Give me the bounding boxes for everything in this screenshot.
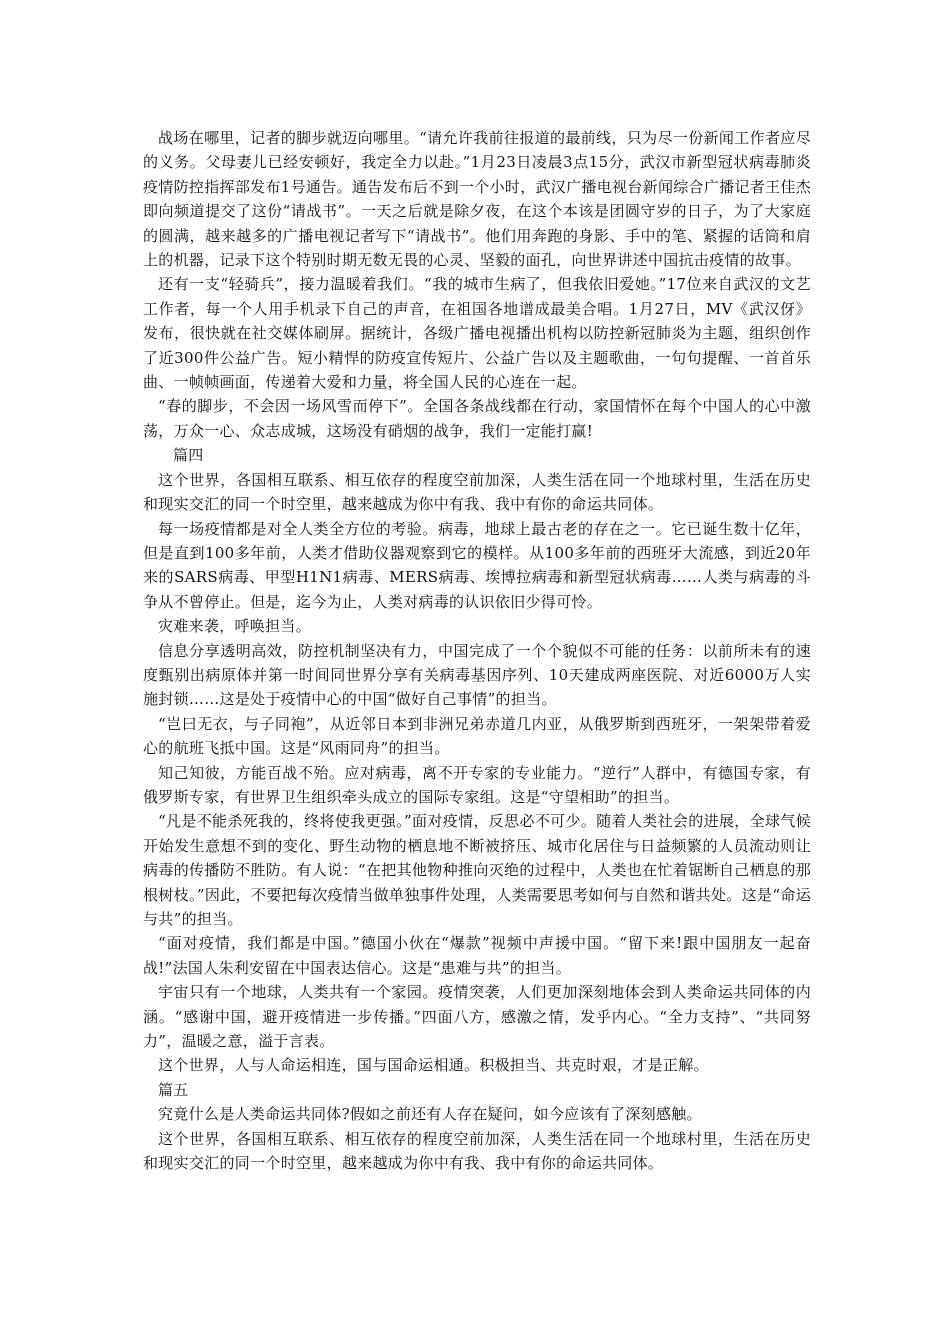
paragraph: 信息分享透明高效，防控机制坚决有力，中国完成了一个个貌似不可能的任务：以前所未有的速度甄别出病原体并第一时间同世界分享有关病毒基因序列、10天建成两座医院、对近6000万人实施封锁……这是处于疫情中心的中国“做好自己事情”的担当。: [143, 641, 811, 709]
paragraph: 这个世界，人与人命运相连，国与国命运相通。积极担当、共克时艰，才是正解。: [158, 1056, 709, 1075]
paragraph: “面对疫情，我们都是中国。”德国小伙在“爆款”视频中声援中国。“留下来!跟中国朋友一起奋战!”法国人朱利安留在中国表达信心。这是“患难与共”的担当。: [143, 934, 811, 977]
paragraph: “凡是不能杀死我的，终将使我更强。”面对疫情，反思必不可少。随着人类社会的进展，全球气候开始发生意想不到的变化、野生动物的栖息地不断被挤压、城市化居住与日益频繁的人员流动则让病毒的传播防不胜防。有人说：“在把其他物种推向灭绝的过程中，人类也在忙着锯断自己栖息的那根树枝。”因此，不要把每次疫情当做单独事件处理，人类需要思考如何与自然和谐共处。这是“命运与共”的担当。: [143, 812, 811, 928]
paragraph: 每一场疫情都是对全人类全方位的考验。病毒，地球上最古老的存在之一。它已诞生数十亿年，但是直到100多年前，人类才借助仪器观察到它的模样。从100多年前的西班牙大流感，到近20年来的SARS病毒、甲型H1N1病毒、MERS病毒、埃博拉病毒和新型冠状病毒……人类与病毒的斗争从不曾停止。但是，迄今为止，人类对病毒的认识依旧少得可怜。: [143, 519, 811, 611]
section-heading: 篇四: [173, 446, 204, 465]
paragraph: 战场在哪里，记者的脚步就迈向哪里。“请允许我前往报道的最前线，只为尽一份新闻工作者应尽的义务。父母妻儿已经安顿好，我定全力以赴。”1月23日凌晨3点15分，武汉市新型冠状病毒肺炎疫情防控指挥部发布1号通告。通告发布后不到一个小时，武汉广播电视台新闻综合广播记者王佳杰即向频道提交了这份“请战书”。一天之后就是除夕夜，在这个本该是团圆守岁的日子，为了大家庭的圆满，越来越多的广播电视记者写下“请战书”。他们用奔跑的身影、手中的笔、紧握的话筒和肩上的机器，记录下这个特别时期无数无畏的心灵、坚毅的面孔，向世界讲述中国抗击疫情的故事。: [143, 129, 811, 270]
paragraph: 还有一支“轻骑兵”，接力温暖着我们。“我的城市生病了，但我依旧爱她。”17位来自武汉的文艺工作者，每一个人用手机录下自己的声音，在祖国各地谱成最美合唱。1月27日，MV《武汉伢》发布，很快就在社交媒体刷屏。据统计，各级广播电视播出机构以防控新冠肺炎为主题，组织创作了近300件公益广告。短小精悍的防疫宣传短片、公益广告以及主题歌曲，一句句提醒、一首首乐曲、一帧帧画面，传递着大爱和力量，将全国人民的心连在一起。: [143, 275, 811, 392]
paragraph: 这个世界，各国相互联系、相互依存的程度空前加深，人类生活在同一个地球村里，生活在历史和现实交汇的同一个时空里，越来越成为你中有我、我中有你的命运共同体。: [143, 470, 811, 514]
paragraph: 这个世界，各国相互联系、相互依存的程度空前加深，人类生活在同一个地球村里，生活在历史和现实交汇的同一个时空里，越来越成为你中有我、我中有你的命运共同体。: [143, 1129, 811, 1173]
paragraph: 究竟什么是人类命运共同体?假如之前还有人存在疑问，如今应该有了深刻感触。: [158, 1105, 702, 1124]
paragraph: 宇宙只有一个地球，人类共有一个家园。疫情突袭，人们更加深刻地体会到人类命运共同体的内涵。“感谢中国，避开疫情进一步传播。”四面八方，感激之情，发乎内心。“全力支持”、“共同努力”，温暖之意，溢于言表。: [143, 983, 811, 1051]
paragraph: “岂曰无衣，与子同袍”，从近邻日本到非洲兄弟赤道几内亚，从俄罗斯到西班牙，一架架带着爱心的航班飞抵中国。这是“风雨同舟”的担当。: [143, 714, 811, 758]
paragraph: “春的脚步，不会因一场风雪而停下”。全国各条战线都在行动，家国情怀在每个中国人的心中激荡，万众一心、众志成城，这场没有硝烟的战争，我们一定能打赢!: [143, 397, 811, 440]
paragraph: 灾难来袭，呼唤担当。: [158, 617, 312, 636]
section-heading: 篇五: [158, 1080, 189, 1099]
paragraph: 知己知彼，方能百战不殆。应对病毒，离不开专家的专业能力。“逆行”人群中，有德国专家，有俄罗斯专家，有世界卫生组织牵头成立的国际专家组。这是“守望相助”的担当。: [143, 763, 811, 806]
document-body: [143, 126, 811, 1175]
